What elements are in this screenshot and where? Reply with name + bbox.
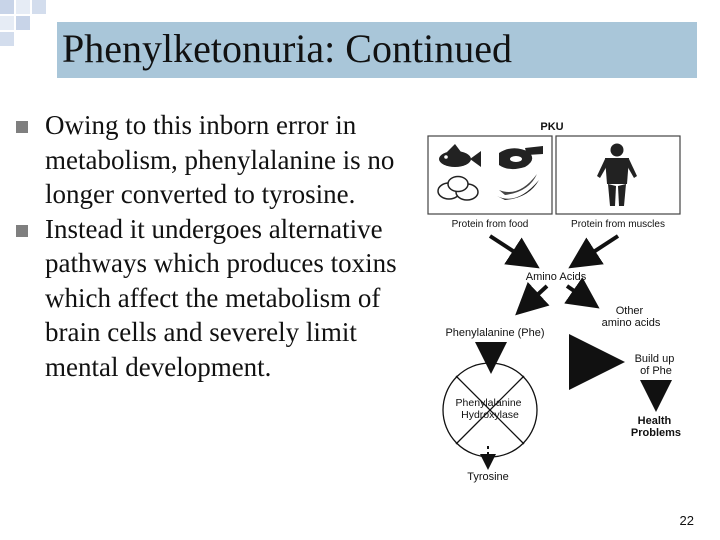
food-label: Protein from food: [451, 219, 529, 230]
other-amino-acids-label: [602, 305, 661, 329]
bullet-text: Owing to this inborn error in metabolism, phenylalanine is no longer converted to tyrosine.: [45, 110, 395, 209]
bullet-list: [16, 108, 406, 384]
square-bullet-icon: [16, 121, 28, 133]
arrow-muscle-to-amino: [575, 236, 618, 264]
build-up-label: [635, 353, 678, 377]
bullet-item: [16, 212, 406, 385]
enzyme-line2: Hydroxylase: [461, 409, 519, 421]
pku-diagram: [425, 110, 710, 495]
phenylalanine-label: Phenylalanine (Phe): [445, 327, 545, 339]
bullet-text: Instead it undergoes alternative pathways which produces toxins which affect the metabolism of brain cells and severely limit mental development.: [45, 213, 397, 382]
enzyme-label: [456, 397, 525, 421]
buildup-line2: of Phe: [640, 365, 672, 377]
tyrosine-label: Tyrosine: [467, 471, 509, 483]
square-bullet-icon: [16, 225, 28, 237]
corner-decoration: [0, 0, 60, 50]
amino-acids-label: Amino Acids: [525, 271, 587, 283]
arrow-amino-to-phe: [521, 286, 547, 310]
diagram-title: PKU: [540, 121, 564, 133]
page-number: 22: [679, 513, 694, 528]
enzyme-line1: Phenylalanine: [455, 397, 522, 409]
bullet-item: [16, 108, 406, 212]
other-line1: Other: [615, 305, 644, 317]
muscle-label: Protein from muscles: [571, 219, 665, 230]
health-problems-label: [631, 415, 681, 439]
buildup-line1: Build up: [634, 353, 675, 365]
other-line2: amino acids: [601, 317, 661, 329]
health-line1: Health: [637, 415, 672, 427]
arrow-food-to-amino: [490, 236, 533, 264]
slide-title: Phenylketonuria: Continued: [62, 26, 512, 71]
arrow-amino-to-other: [567, 286, 593, 304]
health-line2: Problems: [630, 427, 682, 439]
